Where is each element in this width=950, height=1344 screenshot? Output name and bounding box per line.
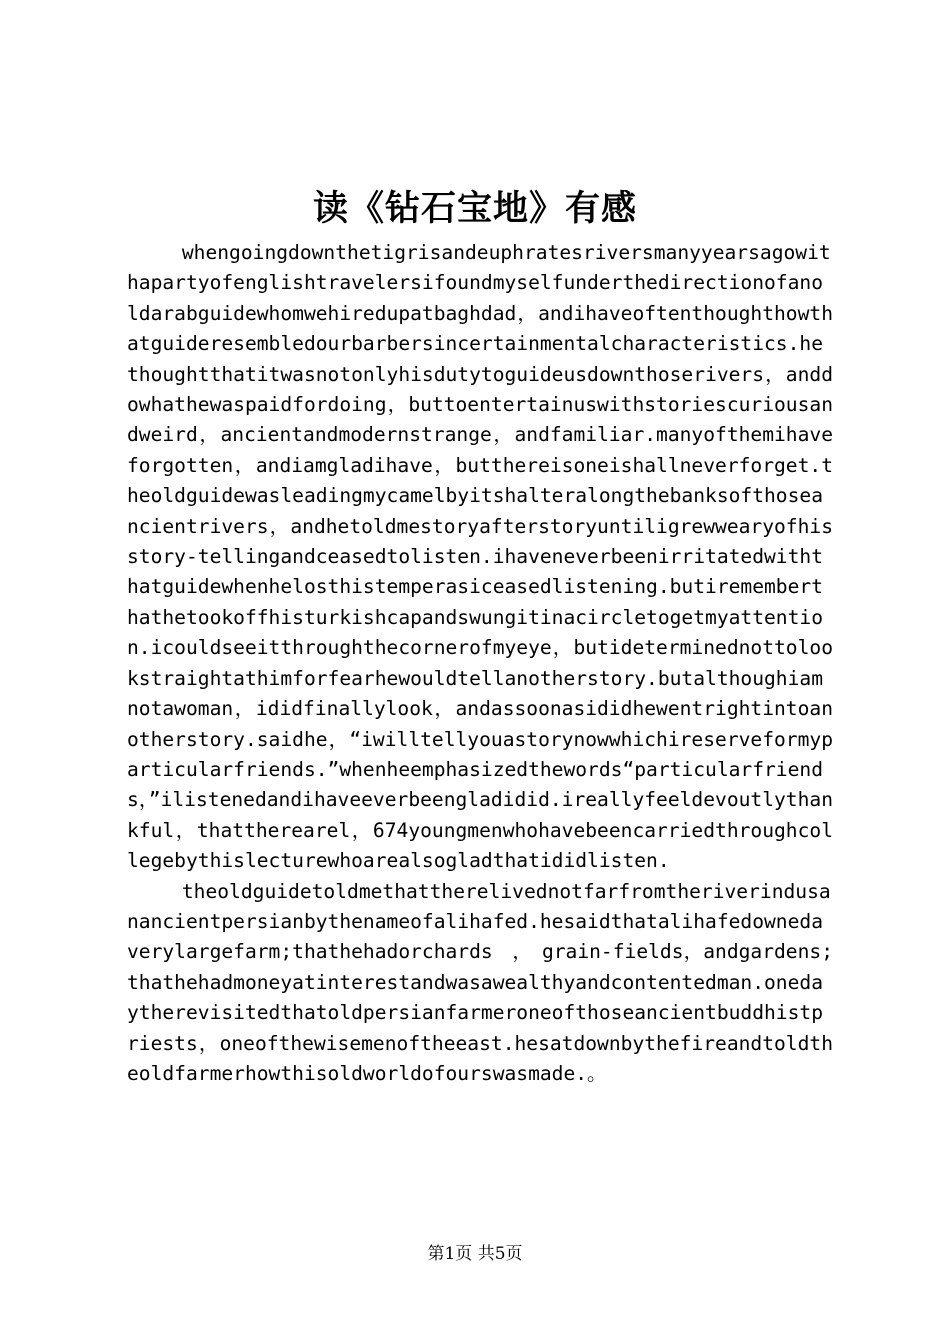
page-title: 读《钻石宝地》有感	[312, 188, 637, 229]
document-body	[127, 238, 833, 1089]
paragraph: whengoingdownthetigrisandeuphratesriversmanyyearsagowithapartyofenglishtravelersifoundmyselfunderthedirectionofanoldarabguidewhomwehiredupatbaghdad，andihaveoftenthoughthowthatguideresembledourbarbersincertainmentalcharacteristics.hethoughtthatitwasnotonlyhisdutytoguideusdownthoserivers，anddowhathewaspaidfordoing，buttoentertainuswithstoriescuriousandweird，ancientandmodernstrange，andfamiliar.manyofthemihaveforgotten，andiamgladihave，butthereisoneishallneverforget.theoldguidewasleadingmycamelbyitshalteralongthebanksofthoseancientrivers，andhetoldmestoryafterstoryuntiligrewwearyofhisstory-tellingandceasedtolisten.ihaveneverbeenirritatedwiththatguidewhenhelosthistemperasiceasedlistening.butirememberthathetookoffhisturkishcapandswungitinacircletogetmyattention.icouldseeitthroughthecornerofmyeye，butideterminednottolookstraightathimforfearhewouldtellanotherstory.butalthoughiamnotawoman，ididfinallylook，andassoonasididhewentrightintoanotherstory.saidhe，“iwilltellyouastorynowwhichireserveformyparticularfriends.”whenheemphasizedthewords“particularfriends，”ilistenedandihaveeverbeengladidid.ireallyfeeldevoutlythankful，thattherearel，674youngmenwhohavebeencarriedthroughcollegebythislecturewhoarealsogladthatididlisten.	[127, 241, 833, 873]
page-number-footer: 第1页 共5页	[427, 1244, 523, 1264]
paragraph: theoldguidetoldmethattherelivednotfarfromtheriverindusanancientpersianbythenameofalihafed.hesaidthatalihafedownedaverylargefarm;thathehadorchards ， grain-fields，andgardens;thathehadmoneyatinterestandwasawealthyandcontentedman.onedaytherevisitedthatoldpersianfarmeroneofthoseancientbuddhistpriests，oneofthewisemenoftheeast.hesatdownbythefireandtoldtheoldfarmerhowthisoldworldofourswasmade.。	[127, 879, 833, 1085]
